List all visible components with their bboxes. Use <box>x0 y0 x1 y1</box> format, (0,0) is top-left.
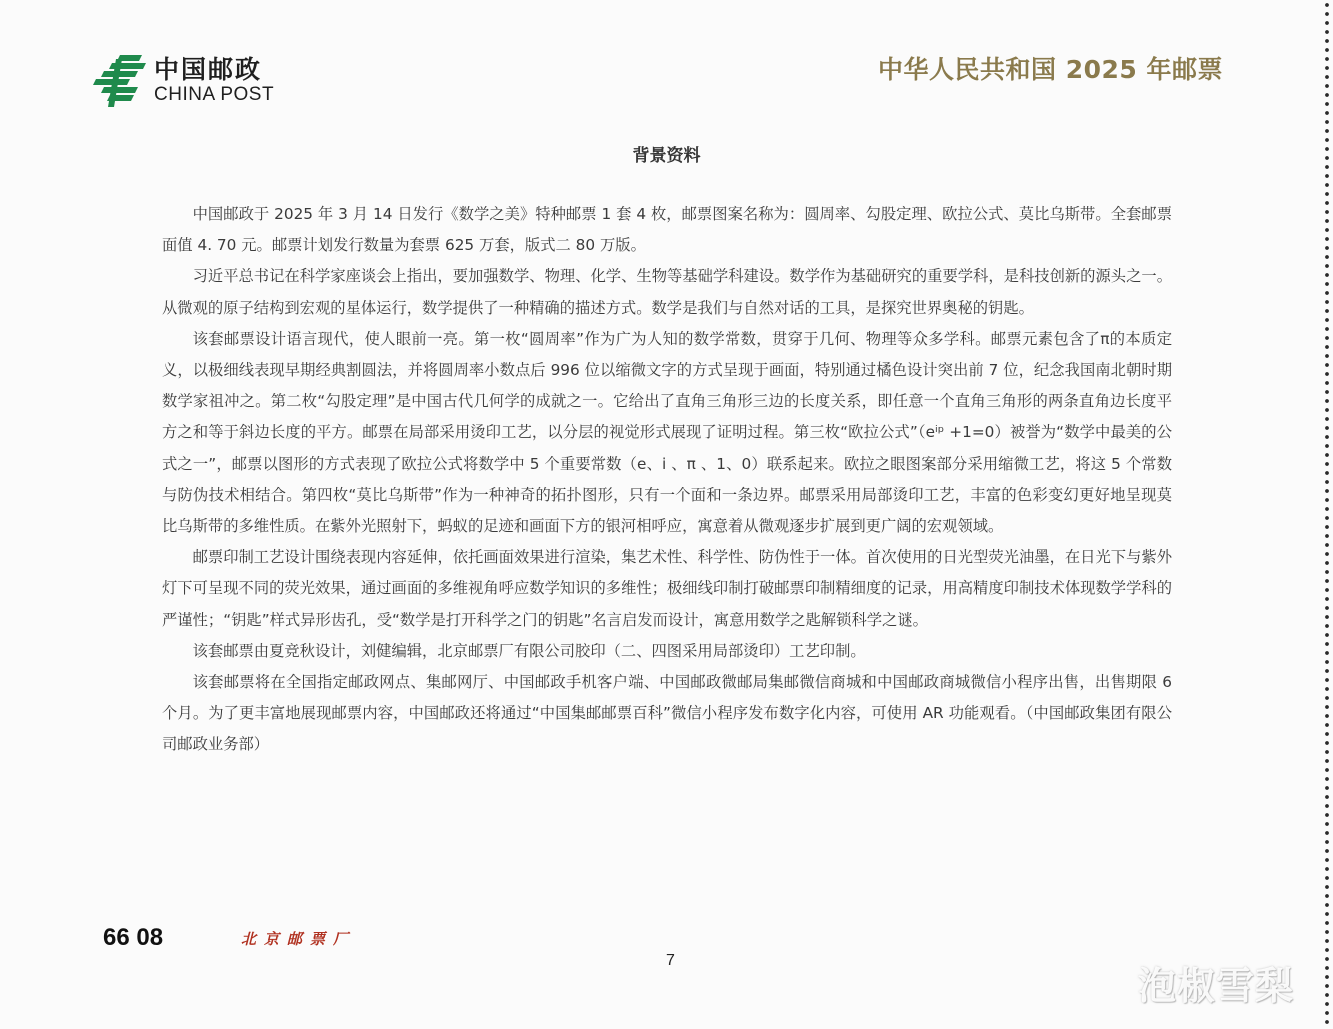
paragraph: 该套邮票设计语言现代，使人眼前一亮。第一枚“圆周率”作为广为人知的数学常数，贯穿于几何、物理等众多学科。邮票元素包含了π的本质定义，以极细线表现早期经典割圆法，并将圆周率小数点后 996 位以缩微文字的方式呈现于画面，特别通过橘色设计突出前 7 位，纪念我国南北朝时期数学家祖冲之。第二枚“勾股定理”是中国古代几何学的成就之一。它给出了直角三角形三边的长度关系，即任意一个直角三角形的两条直角边长度平方之和等于斜边长度的平方。邮票在局部采用烫印工艺，以分层的视觉形式展现了证明过程。第三枚“欧拉公式”（eⁱᵖ +1=0）被誉为“数学中最美的公式之一”，邮票以图形的方式表现了欧拉公式将数学中 5 个重要常数（e、i 、π 、1、0）联系起来。欧拉之眼图案部分采用缩微工艺，将这 5 个常数与防伪技术相结合。第四枚“莫比乌斯带”作为一种神奇的拓扑图形，只有一个面和一条边界。邮票采用局部烫印工艺，丰富的色彩变幻更好地呈现莫比乌斯带的多维性质。在紫外光照射下，蚂蚁的足迹和画面下方的银河相呼应，寓意着从微观逐步扩展到更广阔的宏观领域。 <box>162 329 1172 536</box>
paragraph: 习近平总书记在科学家座谈会上指出，要加强数学、物理、化学、生物等基础学科建设。数学作为基础研究的重要学科，是科技创新的源头之一。从微观的原子结构到宏观的星体运行，数学提供了一种精确的描述方式。数学是我们与自然对话的工具，是探究世界奥秘的钥匙。 <box>162 267 1172 317</box>
logo-english-name: CHINA POST <box>154 83 275 105</box>
paragraph: 邮票印制工艺设计围绕表现内容延伸，依托画面效果进行渲染，集艺术性、科学性、防伪性于一体。首次使用的日光型荧光油墨，在日光下与紫外灯下可呈现不同的荧光效果，通过画面的多维视角呼应数学知识的多维性；极细线印制打破邮票印制精细度的记录，用高精度印制技术体现数学学科的严谨性；“钥匙”样式异形齿孔，受“数学是打开科学之门的钥匙”名言启发而设计，寓意用数学之匙解锁科学之谜。 <box>162 548 1172 629</box>
china-post-logo-icon <box>90 53 148 107</box>
paragraph: 中国邮政于 2025 年 3 月 14 日发行《数学之美》特种邮票 1 套 4 枚，邮票图案名称为：圆周率、勾股定理、欧拉公式、莫比乌斯带。全套邮票面值 4. 70 元。邮票计划发行数量为套票 625 万套，版式二 80 万版。 <box>162 205 1172 255</box>
china-post-logo <box>90 52 274 108</box>
page-code: 66 08 <box>103 924 164 951</box>
logo-chinese-name: 中国邮政 <box>154 54 263 84</box>
factory-mark: 北京邮票厂 <box>241 930 357 948</box>
document-body <box>162 199 1172 761</box>
paragraph: 该套邮票由夏竞秋设计，刘健编辑，北京邮票厂有限公司胶印（二、四图采用局部烫印）工艺印制。 <box>192 641 866 660</box>
paragraph: 该套邮票将在全国指定邮政网点、集邮网厅、中国邮政手机客户端、中国邮政微邮局集邮微信商城和中国邮政商城微信小程序出售，出售期限 6 个月。为了更丰富地展现邮票内容，中国邮政还将通过“中国集邮邮票百科”微信小程序发布数字化内容，可使用 AR 功能观看。（中国邮政集团有限公司邮政业务部） <box>162 673 1172 754</box>
watermark: 泡椒雪梨 <box>1138 964 1295 1008</box>
series-title: 中华人民共和国 2025 年邮票 <box>878 55 1223 84</box>
page-number: 7 <box>666 952 675 969</box>
document-heading: 背景资料 <box>632 146 701 166</box>
